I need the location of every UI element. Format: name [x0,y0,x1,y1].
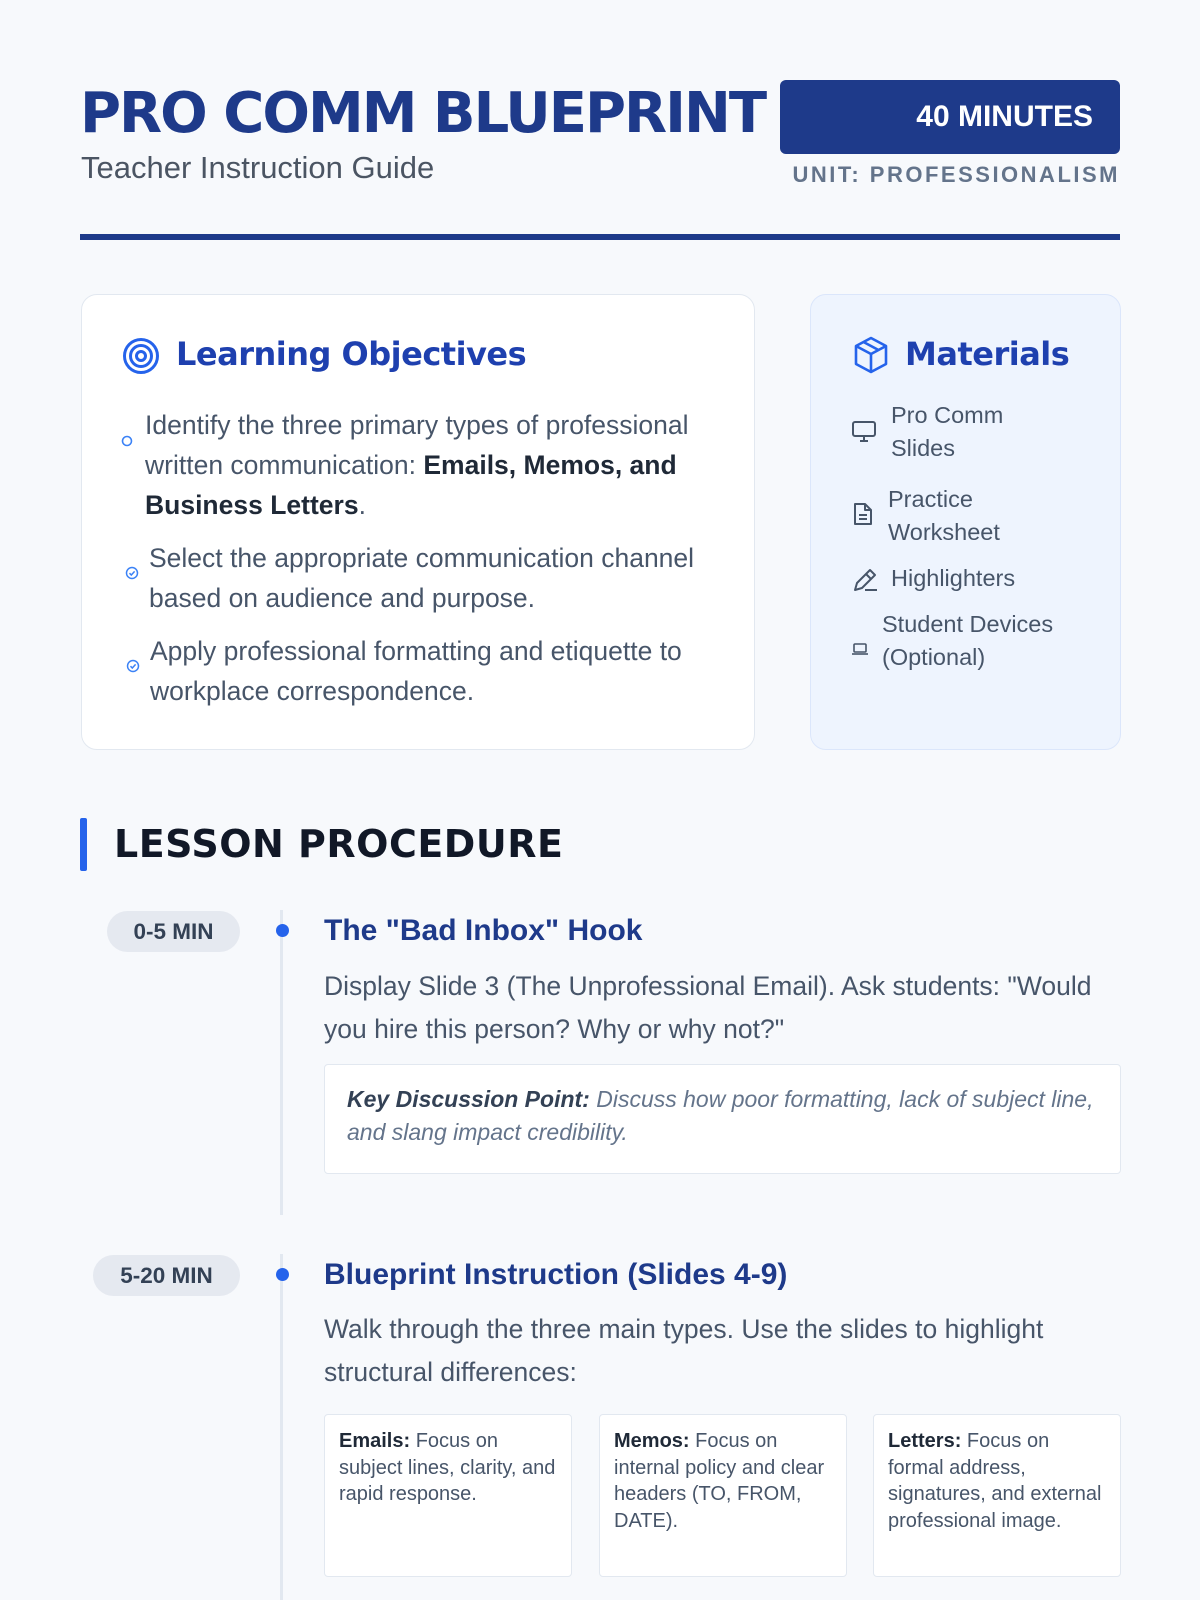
laptop-icon [851,632,869,665]
step-description: Walk through the three main types. Use the slides to highlight structural differences: [324,1314,1044,1387]
type-label: Letters: [888,1430,962,1452]
timeline-dot [276,924,289,937]
discussion-note [324,1064,1121,1174]
note-label: Key Discussion Point: [347,1086,590,1112]
objective-text: Select the appropriate communication channel based on audience and purpose. [149,543,695,613]
objective-suffix: . [358,490,366,520]
type-text: Focus on formal address, signatures, and external professional image. [888,1430,1102,1532]
type-label: Emails: [339,1430,411,1452]
type-text: Focus on internal policy and clear headers (TO, FROM, DATE). [614,1430,825,1532]
type-card-memos [599,1414,847,1577]
bullet-circle-icon [121,418,133,458]
pen-icon [851,566,879,603]
page-title: PRO COMM BLUEPRINT [80,81,766,146]
section-accent-bar [80,818,87,871]
time-badge: 5-20 MIN [93,1255,240,1296]
timeline-line [280,910,283,1215]
step-description: Display Slide 3 (The Unprofessional Email). Ask students: "Would you hire this person? Why or why not?" [324,971,1092,1044]
timeline-line [280,1254,283,1600]
lesson-procedure-title: LESSON PROCEDURE [114,822,564,866]
unit-label: UNIT: PROFESSIONALISM [792,162,1120,187]
document-icon [851,501,875,536]
note-text: Discuss how poor formatting, lack of subject line, and slang impact credibility. [347,1086,1094,1145]
header-divider [80,234,1120,240]
type-text: Focus on subject lines, clarity, and rapid response. [339,1430,556,1505]
step-title: The "Bad Inbox" Hook [324,914,643,947]
material-label: Student Devices (Optional) [882,611,1054,670]
learning-objectives-card [81,294,755,750]
target-icon [122,337,160,380]
learning-objectives-title: Learning Objectives [176,335,527,373]
monitor-icon [851,419,877,452]
check-circle-icon [126,644,140,684]
material-label: Practice Worksheet [888,486,1000,545]
type-label: Memos: [614,1430,690,1452]
objective-text: Apply professional formatting and etiquette to workplace correspondence. [150,636,682,706]
objective-bold: Emails, Memos, and Business Letters [145,450,677,520]
material-label: Pro Comm Slides [891,402,1004,461]
objective-text: Identify the three primary types of professional written communication: [145,410,689,480]
materials-card [810,294,1121,750]
time-badge: 0-5 MIN [107,911,240,952]
box-icon [852,335,890,380]
material-label: Highlighters [891,565,1016,591]
page-subtitle: Teacher Instruction Guide [81,150,435,185]
timeline-dot [276,1268,289,1281]
check-circle-icon [125,551,139,591]
step-title: Blueprint Instruction (Slides 4-9) [324,1258,788,1291]
duration-badge: 40 MINUTES [780,80,1120,154]
materials-title: Materials [905,335,1070,373]
type-card-letters [873,1414,1121,1577]
type-card-emails [324,1414,572,1577]
